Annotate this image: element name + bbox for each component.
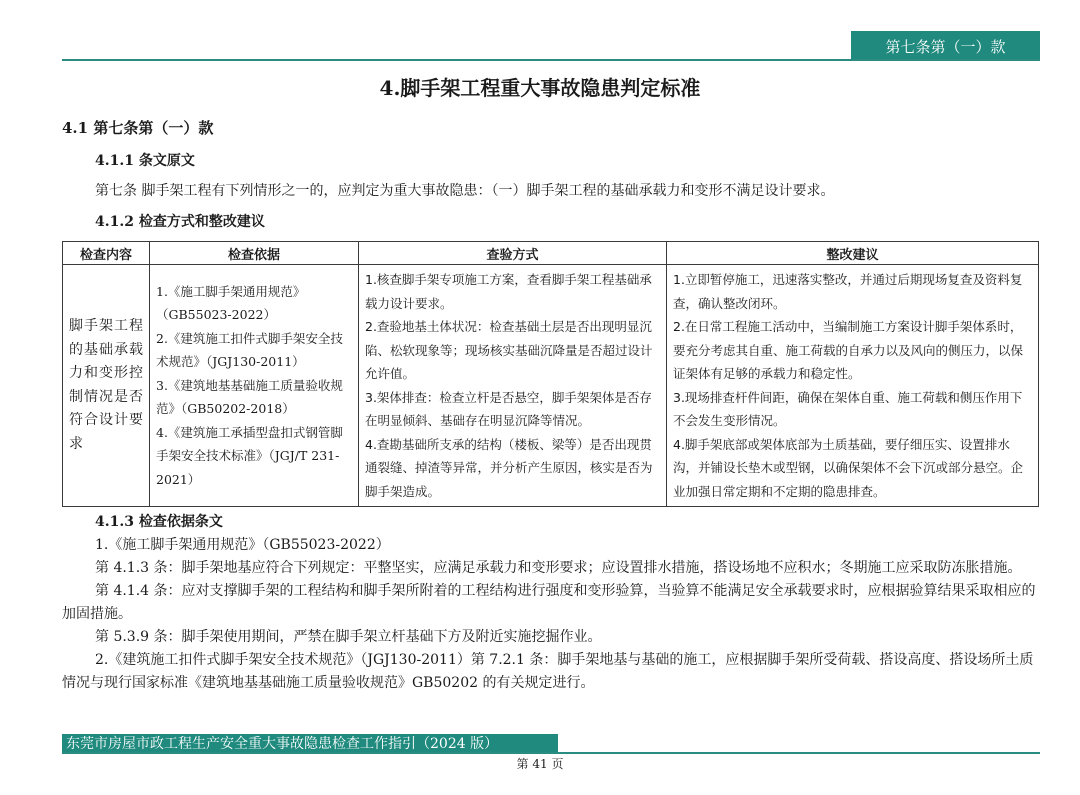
- method-item: 2.查验地基土体状况：检查基础土层是否出现明显沉陷、松软现象等；现场核实基础沉降量是否超过设计允许值。: [365, 319, 653, 381]
- basis-item: 4.《建筑施工承插型盘扣式钢管脚手架安全技术标准》（JGJ/T 231-2021）: [156, 424, 343, 487]
- basis-paragraph: 第 4.1.4 条：应对支撑脚手架的工程结构和脚手架所附着的工程结构进行强度和变形验算，当验算不能满足安全承载要求时，应根据验算结果采取相应的加固措施。: [62, 583, 1036, 622]
- header-method: 查验方式: [359, 242, 667, 265]
- basis-item: 1.《施工脚手架通用规范》（GB55023-2022）: [156, 283, 306, 323]
- footer-divider: [62, 752, 1040, 754]
- footer-guide-title: 东莞市房屋市政工程生产安全重大事故隐患检查工作指引（2024 版）: [62, 734, 558, 754]
- basis-paragraph: 2.《建筑施工扣件式脚手架安全技术规范》（JGJ130-2011）第 7.2.1 条：脚手架地基与基础的施工，应根据脚手架所受荷载、搭设高度、搭设场所土质情况与现行国家标准《建筑地基基础施工质量验收规范》GB50202 的有关规定进行。: [62, 652, 1034, 691]
- section-heading: 4.1 第七条第（一）款: [62, 119, 214, 137]
- suggestion-item: 3.现场排查杆件间距，确保在架体自重、施工荷载和侧压作用下不会发生变形情况。: [673, 389, 1023, 428]
- basis-item: 3.《建筑地基基础施工质量验收规范》（GB50202-2018）: [156, 377, 343, 417]
- basis-paragraphs: [62, 534, 1040, 695]
- basis-paragraph: 第 4.1.3 条：脚手架地基应符合下列规定：平整坚实，应满足承载力和变形要求；应设置排水措施，搭设场地不应积水；冬期施工应采取防冻胀措施。: [95, 560, 1022, 576]
- method-item: 1.核查脚手架专项施工方案，查看脚手架工程基础承载力设计要求。: [365, 272, 652, 311]
- header-divider: [62, 59, 1040, 61]
- header-basis: 检查依据: [150, 242, 359, 265]
- cell-basis: [150, 265, 359, 507]
- table-header-row: [63, 242, 1039, 265]
- basis-paragraph: 第 5.3.9 条：脚手架使用期间，严禁在脚手架立杆基础下方及附近实施挖掘作业。: [95, 629, 602, 645]
- basis-item: 2.《建筑施工扣件式脚手架安全技术规范》（JGJ130-2011）: [156, 330, 343, 370]
- header-suggestion: 整改建议: [667, 242, 1039, 265]
- basis-paragraph: 1.《施工脚手架通用规范》（GB55023-2022）: [95, 537, 390, 553]
- section-tag: 第七条第（一）款: [851, 31, 1040, 61]
- page-title: 4.脚手架工程重大事故隐患判定标准: [379, 76, 701, 100]
- subheading-inspection: 4.1.2 检查方式和整改建议: [95, 214, 265, 230]
- suggestion-item: 2.在日常工程施工活动中，当编制施工方案设计脚手架体系时，要充分考虑其自重、施工荷载的自承力以及风向的侧压力，以保证架体有足够的承载力和稳定性。: [673, 319, 1024, 381]
- inspection-table: [62, 241, 1039, 507]
- suggestion-item: 4.脚手架底部或架体底部为土质基础，要仔细压实、设置排水沟，并铺设长垫木或型钢，以确保架体不会下沉或部分悬空。企业加强日常定期和不定期的隐患排查。: [673, 436, 1024, 499]
- cell-content: 脚手架工程的基础承载力和变形控制情况是否符合设计要求: [63, 265, 150, 507]
- suggestion-item: 1.立即暂停施工，迅速落实整改，并通过后期现场复查及资料复查，确认整改闭环。: [673, 272, 1023, 311]
- clause-text: 第七条 脚手架工程有下列情形之一的，应判定为重大事故隐患：（一）脚手架工程的基础承载力和变形不满足设计要求。: [95, 183, 835, 199]
- method-item: 4.查勘基础所支承的结构（楼板、梁等）是否出现贯通裂缝、掉渣等异常，并分析产生原因，核实是否为脚手架造成。: [365, 436, 653, 499]
- page-number: 第 41 页: [516, 757, 564, 771]
- cell-suggestion: [667, 265, 1039, 507]
- method-item: 3.架体排查：检查立杆是否悬空，脚手架架体是否存在明显倾斜、基础存在明显沉降等情况。: [365, 389, 652, 428]
- header-content: 检查内容: [63, 242, 150, 265]
- cell-method: [359, 265, 667, 507]
- subheading-basis-text: 4.1.3 检查依据条文: [95, 514, 223, 530]
- table-row: [63, 265, 1039, 507]
- subheading-original-text: 4.1.1 条文原文: [95, 153, 195, 169]
